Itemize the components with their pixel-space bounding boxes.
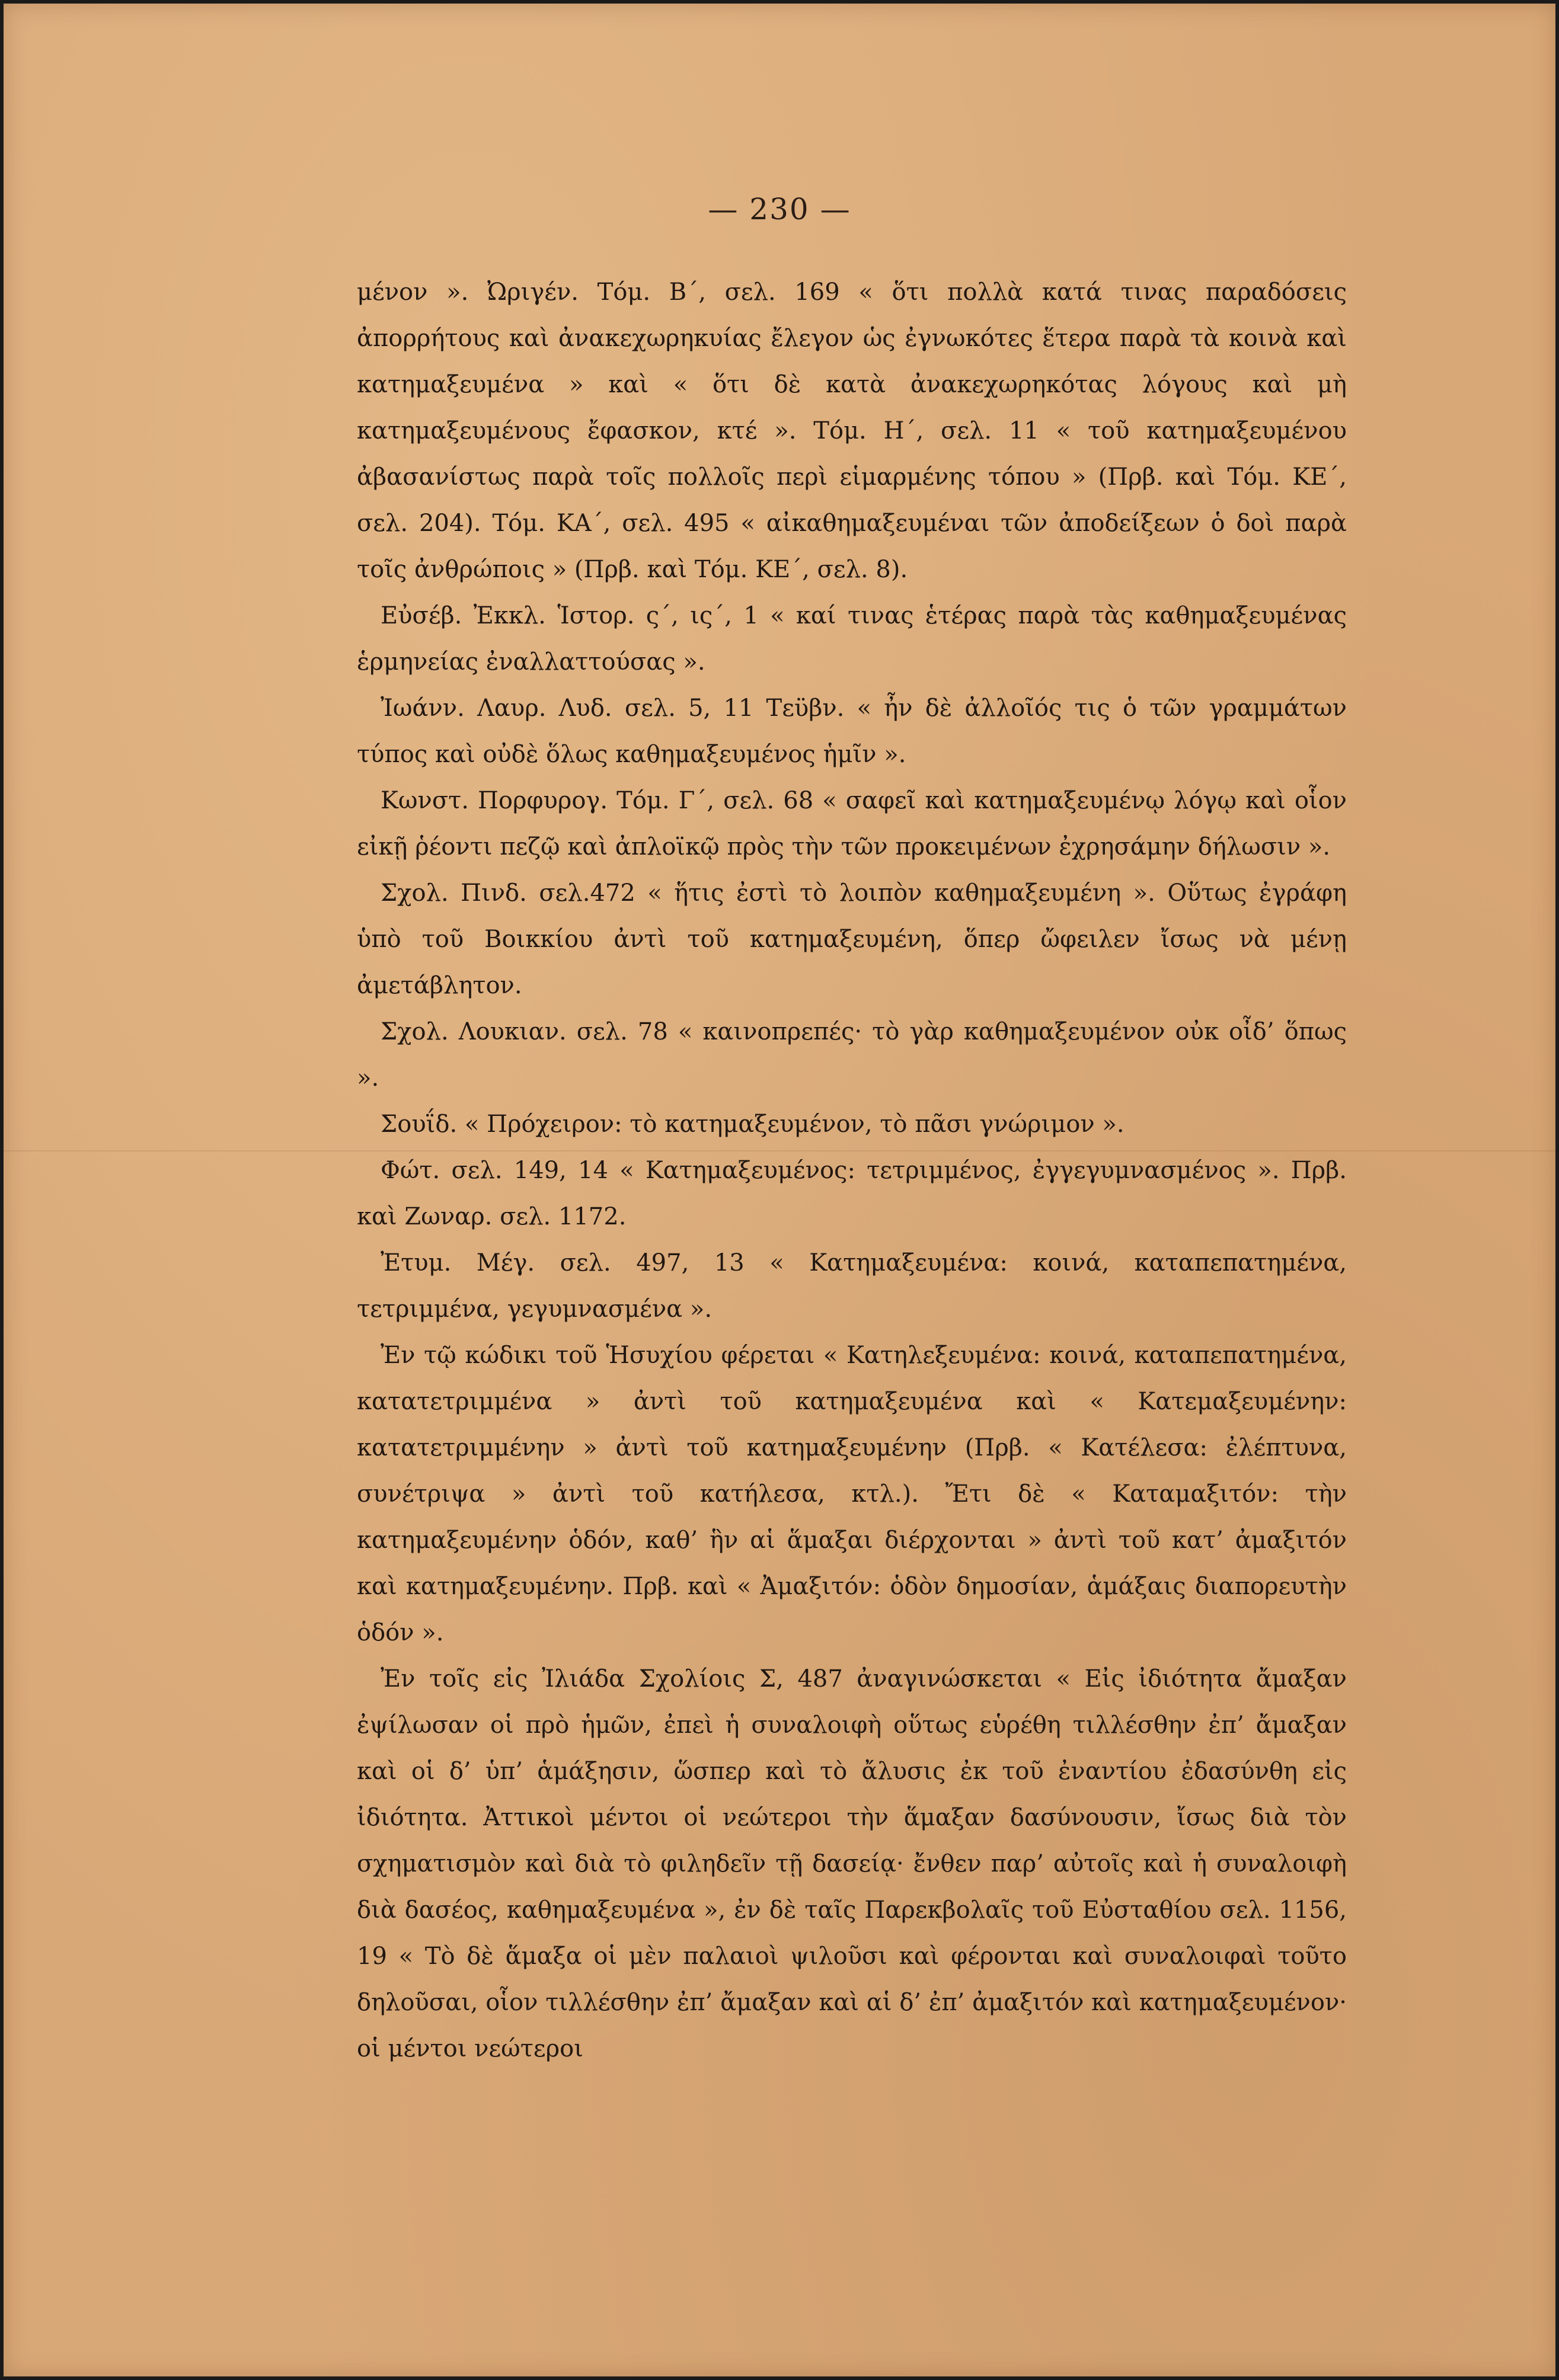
paragraph: Ἰωάνν. Λαυρ. Λυδ. σελ. 5, 11 Τεϋβν. « ἦν δὲ ἀλλοῖός τις ὁ τῶν γραμμάτων τύπος καὶ οὐδὲ ὅλως καθημαξευμένος ἡμῖν ».	[357, 695, 1347, 768]
scanned-page	[4, 4, 1555, 2376]
paragraph: Ἐτυμ. Μέγ. σελ. 497, 13 « Κατημαξευμένα: κοινά, καταπεπατημένα, τετριμμένα, γεγυμνασμένα ».	[357, 1249, 1347, 1323]
paragraph: Σχολ. Πινδ. σελ.472 « ἥτις ἐστὶ τὸ λοιπὸν καθημαξευμένη ». Οὕτως ἐγράφη ὑπὸ τοῦ Βοικκίου ἀντὶ τοῦ κατημαξευμένη, ὅπερ ὤφειλεν ἴσως νὰ μένῃ ἀμετάβλητον.	[357, 879, 1347, 999]
paragraph: Φώτ. σελ. 149, 14 « Κατημαξευμένος: τετριμμένος, ἐγγεγυμνασμένος ». Πρβ. καὶ Ζωναρ. σελ. 1172.	[357, 1157, 1347, 1230]
paragraph: μένον ». Ὠριγέν. Τόμ. Β΄, σελ. 169 « ὅτι πολλὰ κατά τινας παραδόσεις ἀπορρήτους καὶ ἀνακεχωρηκυίας ἔλεγον ὡς ἐγνωκότες ἕτερα παρὰ τὰ κοινὰ καὶ κατημαξευμένα » καὶ « ὅτι δὲ κατὰ ἀνακεχωρηκότας λόγους καὶ μὴ κατημαξευμένους ἔφασκον, κτέ ». Τόμ. Η΄, σελ. 11 « τοῦ κατημαξευμένου ἀβασανίστως παρὰ τοῖς πολλοῖς περὶ εἱμαρμένης τόπου » (Πρβ. καὶ Τόμ. ΚΕ΄, σελ. 204). Τόμ. ΚΑ΄, σελ. 495 « αἰκαθημαξευμέναι τῶν ἀποδείξεων ὁ δοὶ παρὰ τοῖς ἀνθρώποις » (Πρβ. καὶ Τόμ. ΚΕ΄, σελ. 8).	[357, 279, 1347, 583]
paragraph: Σχολ. Λουκιαν. σελ. 78 « καινοπρεπές· τὸ γὰρ καθημαξευμένον οὐκ οἶδ’ ὅπως ».	[357, 1018, 1347, 1092]
paragraph: Σουΐδ. « Πρόχειρον: τὸ κατημαξευμένον, τὸ πᾶσι γνώριμον ».	[381, 1111, 1124, 1138]
paragraph: Ἐν τοῖς εἰς Ἰλιάδα Σχολίοις Σ, 487 ἀναγινώσκεται « Εἰς ἰδιότητα ἄμαξαν ἐψίλωσαν οἱ πρὸ ἡμῶν, ἐπεὶ ἡ συναλοιφὴ οὕτως εὑρέθη τιλλέσθην ἐπ’ ἄμαξαν καὶ οἱ δ’ ὑπ’ ἁμάξησιν, ὥσπερ καὶ τὸ ἄλυσις ἐκ τοῦ ἐναντίου ἐδασύνθη εἰς ἰδιότητα. Ἀττικοὶ μέντοι οἱ νεώτεροι τὴν ἅμαξαν δασύνουσιν, ἴσως διὰ τὸν σχηματισμὸν καὶ διὰ τὸ φιληδεῖν τῇ δασείᾳ· ἔνθεν παρ’ αὐτοῖς καὶ ἡ συναλοιφὴ διὰ δασέος, καθημαξευμένα », ἐν δὲ ταῖς Παρεκβολαῖς τοῦ Εὐσταθίου σελ. 1156, 19 « Τὸ δὲ ἅμαξα οἱ μὲν παλαιοὶ ψιλοῦσι καὶ φέρονται καὶ συναλοιφαὶ τοῦτο δηλοῦσαι, οἷον τιλλέσθην ἐπ’ ἄμαξαν καὶ αἱ δ’ ἐπ’ ἀμαξιτόν καὶ κατημαξευμένον· οἱ μέντοι νεώτεροι	[357, 1665, 1347, 2062]
page-number: — 230 —	[708, 192, 851, 226]
paragraph: Κωνστ. Πορφυρογ. Τόμ. Γ΄, σελ. 68 « σαφεῖ καὶ κατημαξευμένῳ λόγῳ καὶ οἷον εἰκῇ ῥέοντι πεζῷ καὶ ἀπλοϊκῷ πρὸς τὴν τῶν προκειμένων ἐχρησάμην δήλωσιν ».	[357, 787, 1347, 860]
paragraph: Εὐσέβ. Ἐκκλ. Ἱστορ. ς΄, ις΄, 1 « καί τινας ἑτέρας παρὰ τὰς καθημαξευμένας ἑρμηνείας ἐναλλαττούσας ».	[357, 602, 1347, 676]
paragraph: Ἐν τῷ κώδικι τοῦ Ἡσυχίου φέρεται « Κατηλεξευμένα: κοινά, καταπεπατημένα, κατατετριμμένα » ἀντὶ τοῦ κατημαξευμένα καὶ « Κατεμαξευμένην: κατατετριμμένην » ἀντὶ τοῦ κατημαξευμένην (Πρβ. « Κατέλεσα: ἐλέπτυνα, συνέτριψα » ἀντὶ τοῦ κατήλεσα, κτλ.). Ἔτι δὲ « Καταμαξιτόν: τὴν κατημαξευμένην ὁδόν, καθ’ ἣν αἱ ἅμαξαι διέρχονται » ἀντὶ τοῦ κατ’ ἀμαξιτόν καὶ κατημαξευμένην. Πρβ. καὶ « Ἀμαξιτόν: ὁδὸν δημοσίαν, ἁμάξαις διαπορευτὴν ὁδόν ».	[357, 1342, 1347, 1646]
body-text	[357, 269, 1347, 2072]
